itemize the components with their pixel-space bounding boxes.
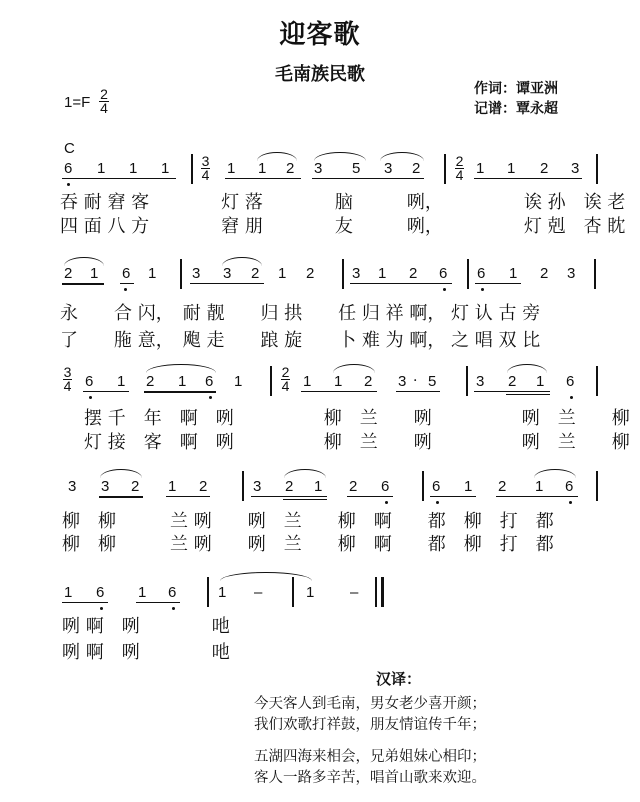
meter-top: 3 xyxy=(201,153,210,169)
note: 1 xyxy=(303,373,312,390)
note: 3 xyxy=(571,160,580,177)
barline xyxy=(596,154,598,184)
lyric-line-2: 了 胣 意， 飑 走 踉 旋 卜 难 为 啊， 之 唱 双 比 xyxy=(60,330,541,351)
translation-line: 我们欢歌打祥鼓，朋友情谊传千年； xyxy=(254,717,486,733)
translation-line: 今天客人到毛南，男女老少喜开颜； xyxy=(254,696,486,712)
lyric-line-2: 柳 柳 兰 咧 咧 兰 柳 啊 都 柳 打 都 xyxy=(62,534,554,555)
section-label: C xyxy=(64,140,75,157)
slur xyxy=(534,469,576,478)
note: 1 xyxy=(168,478,177,495)
key-signature: 1=F xyxy=(64,94,91,111)
note: 6 xyxy=(432,478,441,495)
underline xyxy=(312,178,424,179)
note: 1 xyxy=(138,584,147,601)
note: 1 xyxy=(464,478,473,495)
barline xyxy=(292,577,294,607)
note: 1 xyxy=(314,478,323,495)
lyric-line-2: 灯 接 客 啊 咧 柳 兰 咧 咧 兰 柳 xyxy=(84,432,630,453)
lyric-line-1: 吞 耐 窘 客 灯 落 脑 咧， 诶 孙 诶 老 xyxy=(60,192,626,213)
octave-dot xyxy=(209,396,212,399)
octave-dot xyxy=(385,501,388,504)
barline xyxy=(466,366,468,396)
slur xyxy=(64,257,104,266)
underline xyxy=(62,178,176,179)
octave-dot xyxy=(100,607,103,610)
note: 6 xyxy=(64,160,73,177)
underline xyxy=(301,391,377,392)
note: 3 xyxy=(68,478,77,495)
note: 6 xyxy=(122,265,131,282)
note: 1 xyxy=(227,160,236,177)
slur xyxy=(284,469,326,478)
note: 3 xyxy=(352,265,361,282)
note: 1 xyxy=(278,265,287,282)
note: 6 xyxy=(566,373,575,390)
note: 5 xyxy=(428,373,437,390)
meter-bottom: 4 xyxy=(281,378,290,394)
slur xyxy=(222,257,262,266)
song-title: 迎客歌 xyxy=(279,20,361,50)
note: 3 xyxy=(476,373,485,390)
note: 6 xyxy=(477,265,486,282)
note: – xyxy=(254,584,263,601)
note: 1 xyxy=(509,265,518,282)
underline xyxy=(474,391,550,392)
barline xyxy=(270,366,272,396)
underline xyxy=(62,283,104,285)
underline xyxy=(506,394,550,395)
note: 6 xyxy=(439,265,448,282)
note: 2 xyxy=(409,265,418,282)
barline xyxy=(467,259,469,289)
underline xyxy=(474,178,582,179)
octave-dot xyxy=(569,501,572,504)
barline xyxy=(596,471,598,501)
meter-bottom: 4 xyxy=(63,378,72,394)
note: 6 xyxy=(168,584,177,601)
note: 1 xyxy=(218,584,227,601)
note: 3 xyxy=(101,478,110,495)
note: 5 xyxy=(352,160,361,177)
meter-bottom: 4 xyxy=(201,167,210,183)
lyric-line-1: 永 合 闪， 耐 靓 归 拱 任 归 祥 啊， 灯 认 古 旁 xyxy=(60,303,541,324)
note: 3 xyxy=(223,265,232,282)
underline xyxy=(430,496,476,497)
meter-top: 2 xyxy=(281,364,290,380)
octave-dot xyxy=(443,288,446,291)
note: 3 xyxy=(253,478,262,495)
lyric-line-1: 柳 柳 兰 咧 咧 兰 柳 啊 都 柳 打 都 xyxy=(62,511,554,532)
underline xyxy=(396,391,440,392)
underline xyxy=(350,283,452,284)
barline xyxy=(207,577,209,607)
time-signature xyxy=(281,366,290,393)
note: 1 xyxy=(129,160,138,177)
note: 2 xyxy=(508,373,517,390)
note: 2 xyxy=(412,160,421,177)
underline xyxy=(62,602,108,603)
underline xyxy=(496,496,578,497)
meter-bottom: 4 xyxy=(100,100,108,116)
meter-top: 2 xyxy=(100,86,108,102)
note: 3 xyxy=(384,160,393,177)
time-signature xyxy=(455,155,464,182)
note: 1 xyxy=(148,265,157,282)
notation-credit: 记谱：覃永超 xyxy=(474,101,558,117)
note: 2 xyxy=(251,265,260,282)
note: 2 xyxy=(306,265,315,282)
slur xyxy=(257,152,297,161)
meter-bottom: 4 xyxy=(455,167,464,183)
underline xyxy=(99,496,143,498)
underline xyxy=(347,496,393,497)
underline xyxy=(225,178,301,179)
note: 1 xyxy=(117,373,126,390)
barline xyxy=(422,471,424,501)
note: 1 xyxy=(97,160,106,177)
dot-separator: · xyxy=(413,373,418,389)
final-barline-thin xyxy=(375,577,377,607)
song-subtitle: 毛南族民歌 xyxy=(275,64,365,85)
note: 2 xyxy=(146,373,155,390)
underline xyxy=(83,391,129,392)
note: 1 xyxy=(161,160,170,177)
note: 6 xyxy=(96,584,105,601)
note: 6 xyxy=(205,373,214,390)
underline xyxy=(475,283,521,284)
time-signature-opening xyxy=(99,88,109,115)
translation-line: 客人一路多辛苦，唱首山歌来欢迎。 xyxy=(254,770,486,786)
time-signature xyxy=(63,366,72,393)
barline xyxy=(594,259,596,289)
note: 1 xyxy=(535,478,544,495)
underline xyxy=(283,499,327,500)
note: 1 xyxy=(334,373,343,390)
octave-dot xyxy=(436,501,439,504)
barline xyxy=(596,366,598,396)
lyric-line-2: 四 面 八 方 窘 朋 友 咧， 灯 剋 杏 眈 xyxy=(60,216,626,237)
underline xyxy=(120,283,134,284)
octave-dot xyxy=(481,288,484,291)
slur xyxy=(333,364,375,373)
note: 1 xyxy=(476,160,485,177)
underline xyxy=(166,496,210,497)
note: 2 xyxy=(64,265,73,282)
lyric-line-1: 咧 啊 咧 吔 xyxy=(62,616,230,637)
translation-line: 五湖四海来相会，兄弟姐妹心相印； xyxy=(254,749,486,765)
lyricist-credit: 作词：谭亚洲 xyxy=(474,81,558,97)
barline xyxy=(444,154,446,184)
octave-dot xyxy=(172,607,175,610)
barline xyxy=(242,471,244,501)
lyric-line-1: 摆 千 年 啊 咧 柳 兰 咧 咧 兰 柳 xyxy=(84,408,630,429)
slur xyxy=(100,469,142,478)
octave-dot xyxy=(67,183,70,186)
note: 3 xyxy=(192,265,201,282)
note: 1 xyxy=(378,265,387,282)
meter-top: 3 xyxy=(63,364,72,380)
slur xyxy=(146,364,216,373)
note: 6 xyxy=(381,478,390,495)
note: 1 xyxy=(306,584,315,601)
barline xyxy=(180,259,182,289)
note: 2 xyxy=(286,160,295,177)
octave-dot xyxy=(124,288,127,291)
note: 2 xyxy=(349,478,358,495)
barline xyxy=(191,154,193,184)
time-signature xyxy=(201,155,210,182)
note: 2 xyxy=(364,373,373,390)
note: 1 xyxy=(178,373,187,390)
note: 1 xyxy=(536,373,545,390)
translation-heading: 汉译： xyxy=(376,670,422,688)
note: 2 xyxy=(540,160,549,177)
note: 6 xyxy=(85,373,94,390)
slur xyxy=(507,364,547,373)
slur xyxy=(380,152,424,161)
note: 3 xyxy=(567,265,576,282)
note: 2 xyxy=(498,478,507,495)
barline xyxy=(342,259,344,289)
note: 1 xyxy=(258,160,267,177)
note: 6 xyxy=(565,478,574,495)
note: 2 xyxy=(540,265,549,282)
meter-top: 2 xyxy=(455,153,464,169)
underline xyxy=(144,391,216,393)
underline xyxy=(190,283,264,284)
note: 1 xyxy=(507,160,516,177)
underline xyxy=(251,496,327,497)
note: 1 xyxy=(64,584,73,601)
slur xyxy=(314,152,366,161)
underline xyxy=(136,602,180,603)
note: 3 xyxy=(398,373,407,390)
note: 1 xyxy=(234,373,243,390)
note: 3 xyxy=(314,160,323,177)
octave-dot xyxy=(570,396,573,399)
slur xyxy=(220,572,312,581)
lyric-line-2: 咧 啊 咧 吔 xyxy=(62,642,230,663)
note: 2 xyxy=(199,478,208,495)
note: 2 xyxy=(131,478,140,495)
note: 1 xyxy=(90,265,99,282)
note: 2 xyxy=(285,478,294,495)
note: – xyxy=(350,584,359,601)
octave-dot xyxy=(89,396,92,399)
final-barline-thick xyxy=(381,577,384,607)
